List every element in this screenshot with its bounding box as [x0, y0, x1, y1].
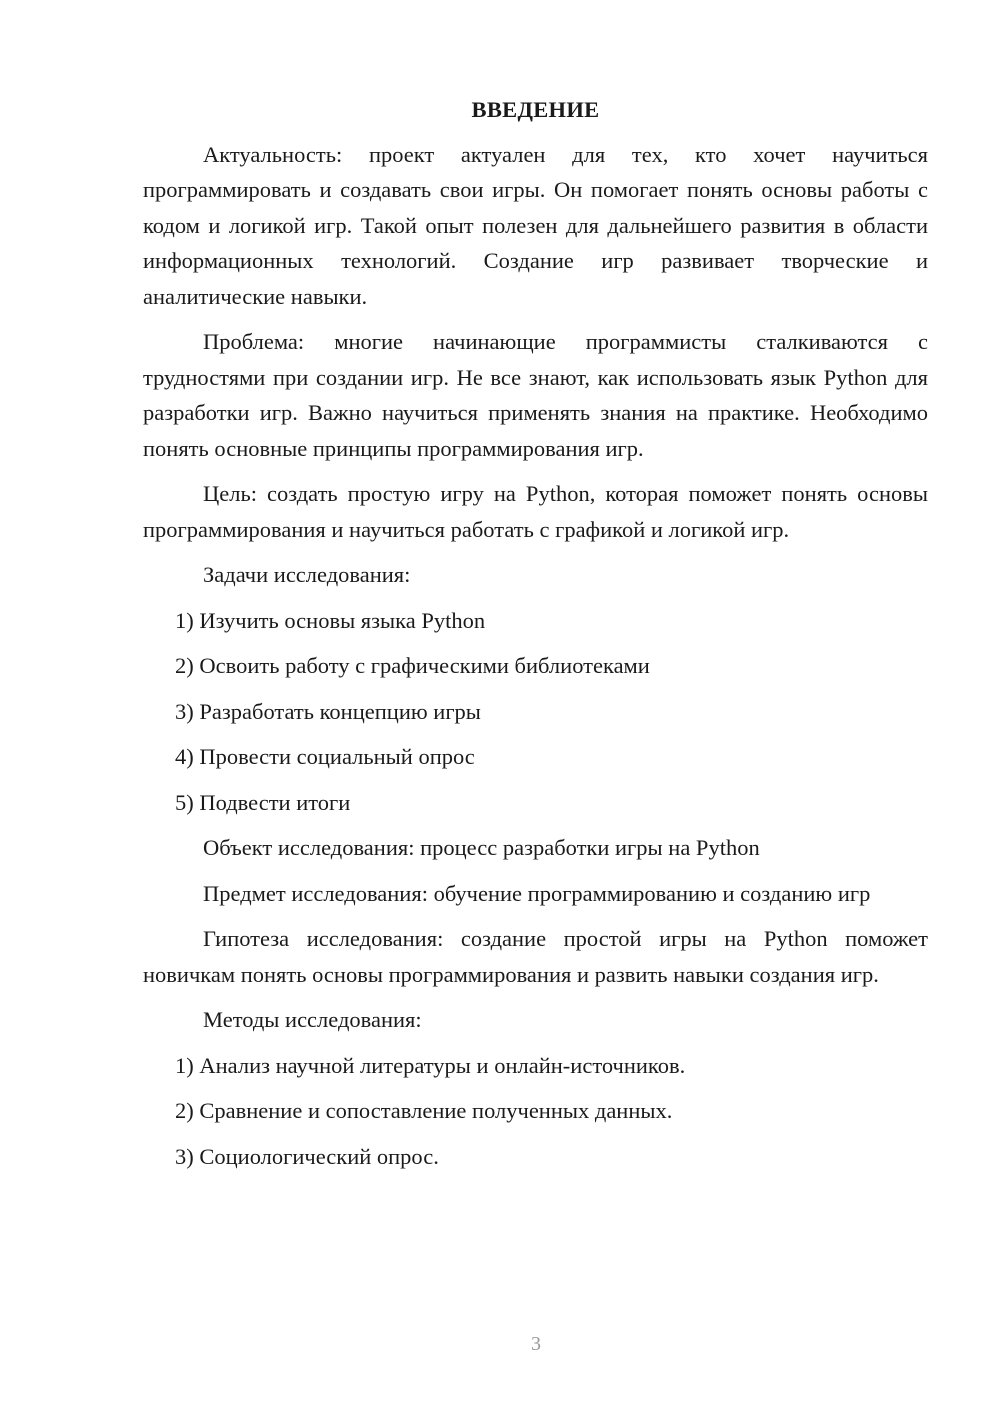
task-item: 2) Освоить работу с графическими библиотеками: [175, 653, 650, 678]
method-item: 2) Сравнение и сопоставление полученных данных.: [175, 1098, 673, 1123]
method-item: 3) Социологический опрос.: [175, 1143, 439, 1169]
page-content: [143, 92, 928, 1184]
goal-paragraph: Цель: создать простую игру на Python, которая поможет понять основы программирования и научиться работать с графикой и логикой игр.: [143, 481, 928, 542]
method-item: 1) Анализ научной литературы и онлайн-источников.: [175, 1052, 686, 1078]
task-item: 5) Подвести итоги: [175, 789, 351, 815]
task-item: 4) Провести социальный опрос: [175, 744, 475, 769]
research-object: Объект исследования: процесс разработки игры на Python: [203, 835, 760, 860]
research-hypothesis: Гипотеза исследования: создание простой игры на Python поможет новичкам понять основы программирования и развить навыки создания игр.: [143, 926, 928, 987]
relevance-paragraph: Актуальность: проект актуален для тех, кто хочет научиться программировать и создавать свои игры. Он помогает понять основы работы с кодом и логикой игр. Такой опыт полезен для дальнейшего развития в области информационных технологий. Создание игр развивает творческие и аналитические навыки.: [143, 141, 928, 309]
task-item: 1) Изучить основы языка Python: [175, 607, 486, 633]
task-item: 3) Разработать концепцию игры: [175, 698, 481, 724]
tasks-heading: Задачи исследования:: [203, 562, 411, 587]
section-title: ВВЕДЕНИЕ: [471, 97, 600, 122]
research-subject: Предмет исследования: обучение программированию и созданию игр: [203, 880, 871, 906]
methods-heading: Методы исследования:: [203, 1007, 422, 1032]
page-number: 3: [531, 1333, 541, 1355]
problem-paragraph: Проблема: многие начинающие программисты сталкиваются с трудностями при создании игр. Не все знают, как использовать язык Python для разработки игр. Важно научиться применять знания на практике. Необходимо понять основные принципы программирования игр.: [143, 329, 928, 461]
